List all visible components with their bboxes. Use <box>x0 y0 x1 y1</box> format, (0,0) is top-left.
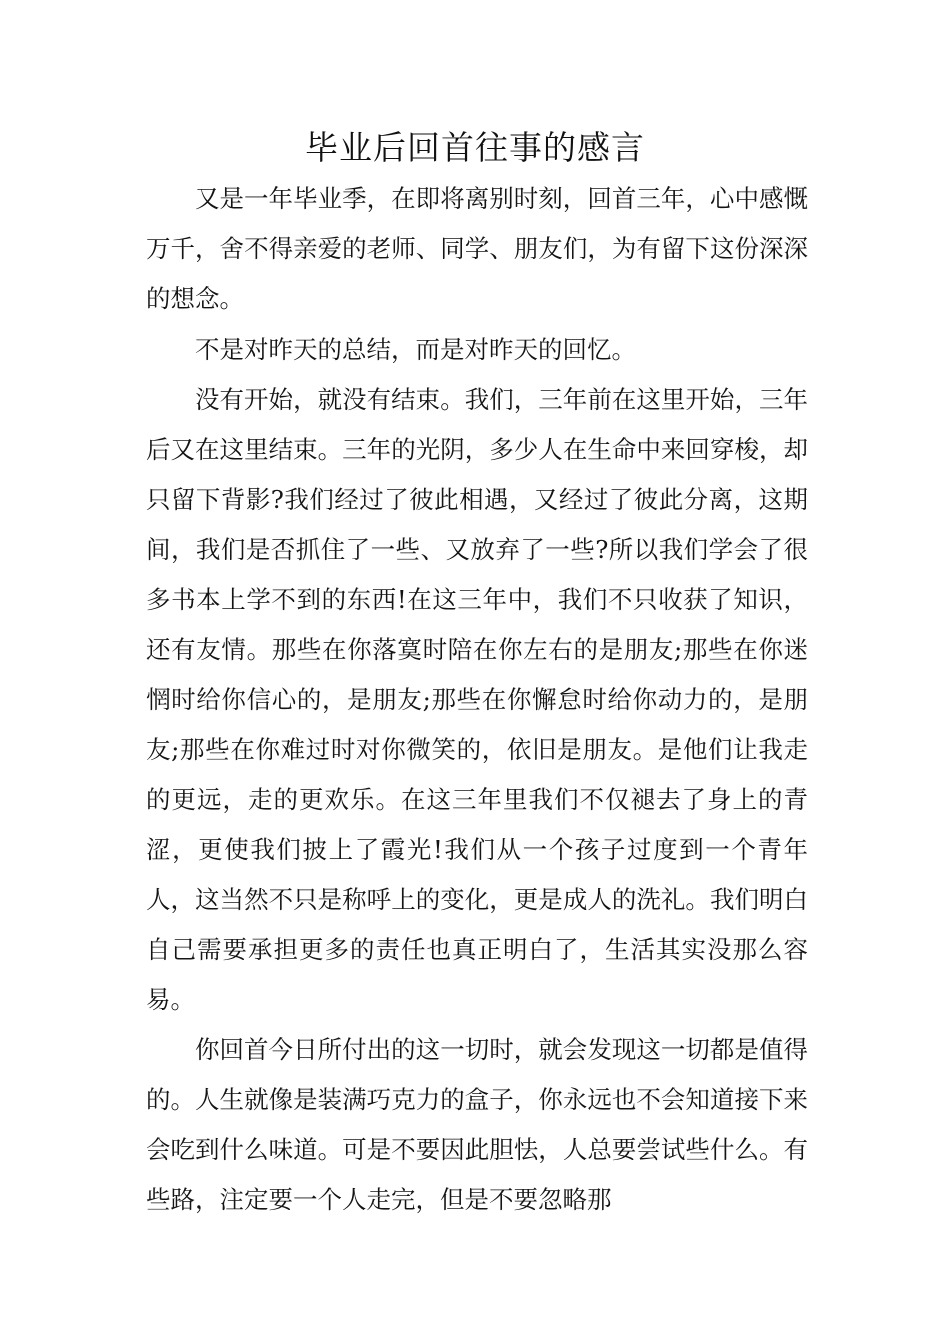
document-body <box>146 174 808 1225</box>
paragraph-3: 没有开始，就没有结束。我们，三年前在这里开始，三年后又在这里结束。三年的光阴，多少人在生命中来回穿梭，却只留下背影?我们经过了彼此相遇，又经过了彼此分离，这期间，我们是否抓住了一些、又放弃了一些?所以我们学会了很多书本上学不到的东西!在这三年中，我们不只收获了知识，还有友情。那些在你落寞时陪在你左右的是朋友;那些在你迷惘时给你信心的，是朋友;那些在你懈怠时给你动力的，是朋友;那些在你难过时对你微笑的，依旧是朋友。是他们让我走的更远，走的更欢乐。在这三年里我们不仅褪去了身上的青涩，更使我们披上了霞光!我们从一个孩子过度到一个青年人，这当然不只是称呼上的变化，更是成人的洗礼。我们明白自己需要承担更多的责任也真正明白了，生活其实没那么容易。 <box>146 385 808 1014</box>
paragraph-2: 不是对昨天的总结，而是对昨天的回忆。 <box>195 335 636 364</box>
paragraph-4: 你回首今日所付出的这一切时，就会发现这一切都是值得的。人生就像是装满巧克力的盒子，你永远也不会知道接下来会吃到什么味道。可是不要因此胆怯，人总要尝试些什么。有些路，注定要一个人走完，但是不要忽略那 <box>146 1035 808 1214</box>
paragraph-1: 又是一年毕业季，在即将离别时刻，回首三年，心中感慨万千，舍不得亲爱的老师、同学、朋友们，为有留下这份深深的想念。 <box>146 184 808 313</box>
document-title: 毕业后回首往事的感言 <box>305 128 645 167</box>
